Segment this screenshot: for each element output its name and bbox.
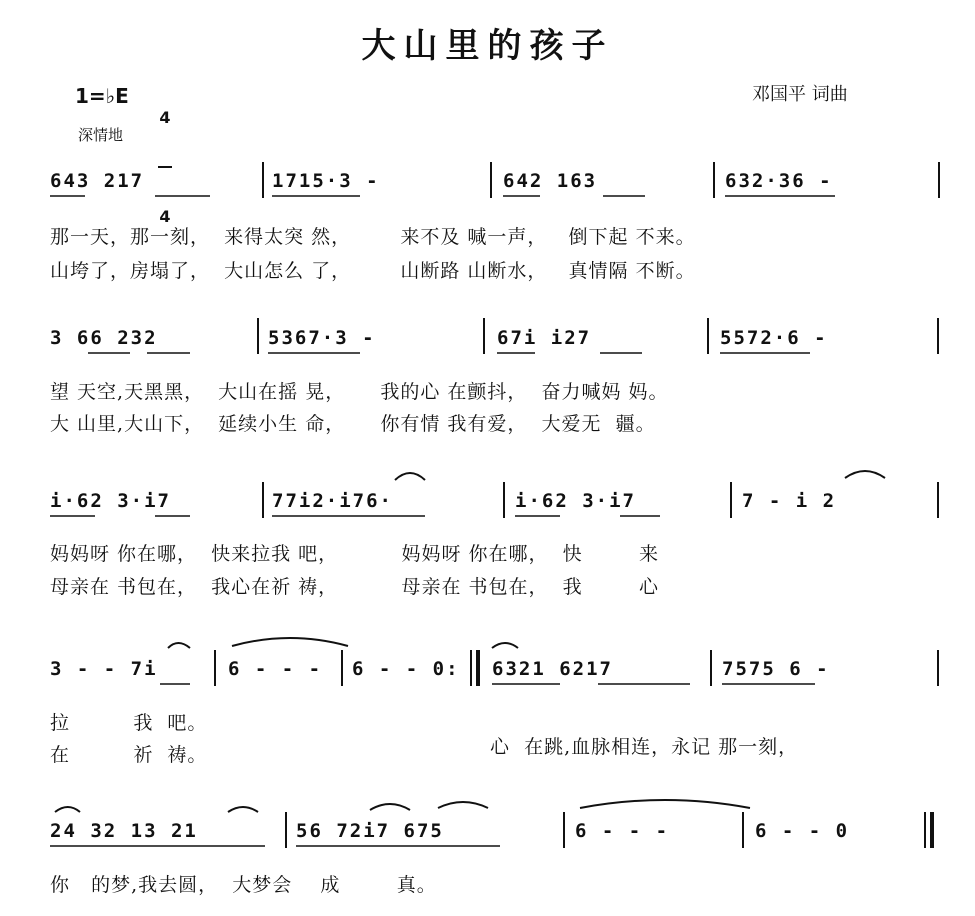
lyrics-verse-2: 母亲在 书包在， 我心在祈 祷， 母亲在 书包在， 我 心 <box>50 576 659 598</box>
tie-arc <box>580 800 750 808</box>
song-title: 大山里的孩子 <box>361 26 614 66</box>
tie-arc <box>55 807 80 812</box>
measure: 6 - - - <box>575 820 670 842</box>
tie-arc <box>438 802 488 808</box>
measure: 56 72i7 675 <box>296 820 444 842</box>
lyrics-refrain: 心 在跳,血脉相连，永记 那一刻， <box>490 736 799 758</box>
tie-arc <box>395 473 425 480</box>
tie-arc <box>228 807 258 812</box>
tie-arc <box>845 471 885 478</box>
measure: 1715·3 - <box>272 170 380 192</box>
lyrics-verse-2: 在 祈 祷。 <box>50 744 208 766</box>
lyrics-verse-2: 山垮了，房塌了， 大山怎么 了， 山断路 山断水， 真情隔 不断。 <box>50 260 696 282</box>
tempo-marking: 深情地 <box>78 126 124 144</box>
measure: 7 - i 2 <box>742 490 837 512</box>
measure: 6321 6217 <box>492 658 613 680</box>
lyrics-verse-1: 拉 我 吧。 <box>50 712 208 734</box>
measure: 6 - - 0 <box>755 820 850 842</box>
measure: 642 163 <box>503 170 598 192</box>
measure: i·62 3·i7 <box>515 490 636 512</box>
measure: 7575 6 - <box>722 658 830 680</box>
measure: 5572·6 - <box>720 327 828 349</box>
measure: 3 66 232 <box>50 327 158 349</box>
measure: 5367·3 - <box>268 327 376 349</box>
measure: 643 217 <box>50 170 145 192</box>
lyrics-verse-1: 那一天，那一刻， 来得太突 然， 来不及 喊一声， 倒下起 不来。 <box>50 226 696 248</box>
tie-arc <box>370 804 410 810</box>
meter-top: 4 <box>159 108 171 127</box>
credit: 邓国平 词曲 <box>752 84 848 105</box>
meter-bottom: 4 <box>159 207 171 226</box>
measure: 6 - - 0: <box>352 658 460 680</box>
measure: 77i2·i76· <box>272 490 393 512</box>
tie-arc <box>492 643 518 648</box>
lyrics-verse-2: 大 山里,大山下， 延续小生 命， 你有情 我有爱， 大爱无 疆。 <box>50 413 656 435</box>
measure: 67i i27 <box>497 327 592 349</box>
lyrics-verse-1: 妈妈呀 你在哪， 快来拉我 吧， 妈妈呀 你在哪， 快 来 <box>50 543 659 565</box>
lyrics-verse-1: 望 天空,天黑黑， 大山在摇 晃， 我的心 在颤抖， 奋力喊妈 妈。 <box>50 381 669 403</box>
measure: 24 32 13 21 <box>50 820 198 842</box>
key-signature: 1=♭E <box>75 84 129 108</box>
measure: 6 - - - <box>228 658 323 680</box>
measure: 632·36 - <box>725 170 833 192</box>
lyrics-verse-1: 你 的梦,我去圆， 大梦会 成 真。 <box>50 874 437 896</box>
tie-arc <box>232 638 348 646</box>
tie-arc <box>168 643 190 648</box>
measure: 3 - - 7i <box>50 658 158 680</box>
measure: i·62 3·i7 <box>50 490 171 512</box>
